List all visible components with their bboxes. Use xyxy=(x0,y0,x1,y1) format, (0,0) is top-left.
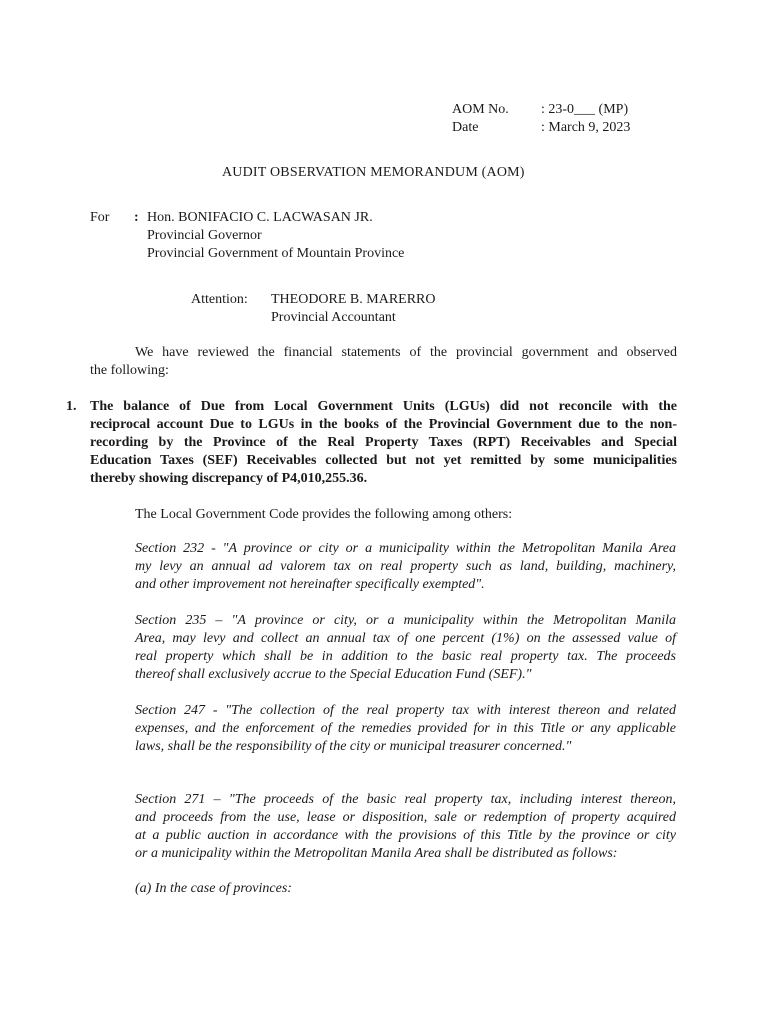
section-247-line: expenses, and the enforcement of the remedies provided for in this Title or any applicable xyxy=(135,721,676,736)
section-232-line: my levy an annual ad valorem tax on real property such as land, building, machinery, xyxy=(135,559,676,574)
addressee-office: Provincial Government of Mountain Province xyxy=(147,246,405,261)
section-232 xyxy=(135,540,676,594)
section-271-line: or a municipality within the Metropolitan Manila Area shall be distributed as follows: xyxy=(135,846,618,861)
section-271-line: at a public auction in accordance with the provisions of this Title by the province or city xyxy=(135,828,676,843)
for-label: For xyxy=(90,210,110,225)
intro-line-2: the following: xyxy=(90,363,169,378)
section-235 xyxy=(135,612,676,684)
attention-position: Provincial Accountant xyxy=(271,310,396,325)
observation-number: 1. xyxy=(66,399,77,414)
section-271-line: and proceeds from the use, lease or disposition, sale or redemption of property acquired xyxy=(135,810,676,825)
date-value: : March 9, 2023 xyxy=(541,120,631,135)
intro-line-1: We have reviewed the financial statements of the provincial government and observed xyxy=(135,345,677,360)
aom-number-label: AOM No. xyxy=(452,102,509,117)
observation-1-text xyxy=(90,398,677,488)
subsection-a: (a) In the case of provinces: xyxy=(135,881,292,896)
addressee-name: Hon. BONIFACIO C. LACWASAN JR. xyxy=(147,210,373,225)
attention-label: Attention: xyxy=(191,292,248,307)
section-235-line: real property which shall be in addition to the basic real property tax. The proceeds xyxy=(135,649,676,664)
aom-number-value: : 23-0___ (MP) xyxy=(541,102,629,117)
section-232-line: Section 232 - "A province or city or a municipality within the Metropolitan Manila Area xyxy=(135,541,676,556)
observation-line: The balance of Due from Local Government Units (LGUs) did not reconcile with the xyxy=(90,399,677,414)
observation-line: thereby showing discrepancy of P4,010,255.36. xyxy=(90,471,368,486)
observation-line: Education Taxes (SEF) Receivables collected but not yet remitted by some municipalities xyxy=(90,453,677,468)
section-232-line: and other improvement not hereinafter specifically exempted". xyxy=(135,577,485,592)
section-271 xyxy=(135,791,676,863)
section-247 xyxy=(135,702,676,756)
section-271-line: Section 271 – "The proceeds of the basic real property tax, including interest thereon, xyxy=(135,792,676,807)
intro-paragraph xyxy=(90,344,677,380)
date-label: Date xyxy=(452,120,479,135)
lgc-intro: The Local Government Code provides the following among others: xyxy=(135,507,513,522)
for-colon: : xyxy=(134,210,139,225)
observation-line: recording by the Province of the Real Property Taxes (RPT) Receivables and Special xyxy=(90,435,677,450)
section-247-line: laws, shall be the responsibility of the city or municipal treasurer concerned." xyxy=(135,739,572,754)
memo-title: AUDIT OBSERVATION MEMORANDUM (AOM) xyxy=(222,165,525,180)
attention-name: THEODORE B. MARERRO xyxy=(271,292,436,307)
section-235-line: thereof shall exclusively accrue to the Special Education Fund (SEF)." xyxy=(135,667,532,682)
section-235-line: Section 235 – "A province or city, or a municipality within the Metropolitan Manila xyxy=(135,613,676,628)
section-247-line: Section 247 - "The collection of the real property tax with interest thereon and related xyxy=(135,703,676,718)
section-235-line: Area, may levy and collect an annual tax of one percent (1%) on the assessed value of xyxy=(135,631,676,646)
observation-line: reciprocal account Due to LGUs in the books of the Provincial Government due to the non- xyxy=(90,417,677,432)
addressee-position: Provincial Governor xyxy=(147,228,262,243)
